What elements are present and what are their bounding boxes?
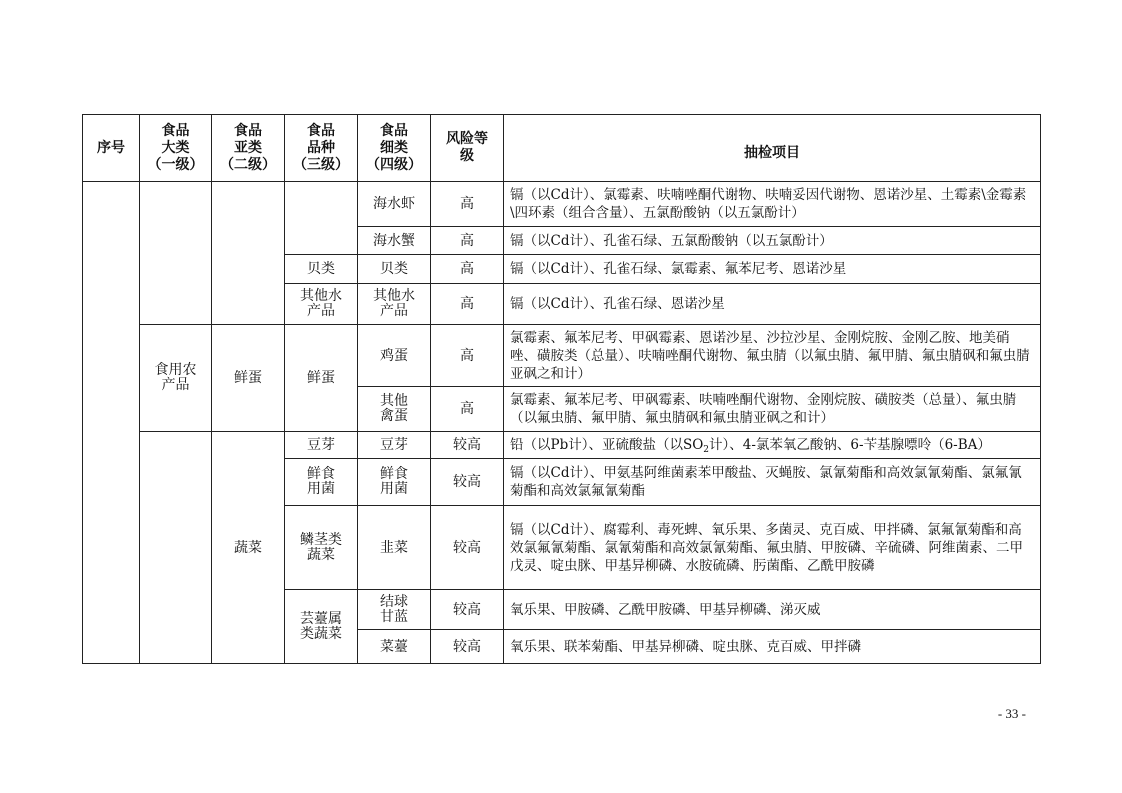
level3-cell	[285, 182, 358, 255]
level4-cell: 海水蟹	[358, 227, 431, 255]
items-cell: 镉（以Cd计）、氯霉素、呋喃唑酮代谢物、呋喃妥因代谢物、恩诺沙星、土霉素\金霉素\四环素（组合含量）、五氯酚酸钠（以五氯酚计）	[504, 182, 1041, 227]
items-cell: 镉（以Cd计）、腐霉利、毒死蜱、氧乐果、多菌灵、克百威、甲拌磷、氯氟氰菊酯和高效氯氟氰菊酯、氯氰菊酯和高效氯氰菊酯、氟虫腈、甲胺磷、辛硫磷、阿维菌素、二甲戊灵、啶虫脒、甲基异柳磷、水胺硫磷、肟菌酯、乙酰甲胺磷	[504, 506, 1041, 590]
risk-cell: 高	[431, 387, 504, 432]
level3-cell: 鳞茎类蔬菜	[285, 506, 358, 590]
header-level4: 食品 细类 （四级）	[358, 115, 431, 182]
level4-cell: 其他水产品	[358, 284, 431, 325]
level3-cell: 豆芽	[285, 432, 358, 459]
level3-cell: 芸薹属类蔬菜	[285, 590, 358, 664]
inspection-table	[82, 114, 1041, 664]
level3-cell: 鲜食用菌	[285, 459, 358, 506]
risk-cell: 高	[431, 284, 504, 325]
level1-cell-veg	[140, 432, 212, 664]
header-level1: 食品 大类 （一级）	[140, 115, 212, 182]
level4-cell: 菜薹	[358, 630, 431, 664]
level2-cell-aquatic	[212, 182, 285, 325]
table-row	[83, 325, 1041, 387]
level4-cell: 鸡蛋	[358, 325, 431, 387]
level1-cell-aquatic	[140, 182, 212, 325]
items-cell	[504, 432, 1041, 459]
items-cell: 镉（以Cd计）、甲氨基阿维菌素苯甲酸盐、灭蝇胺、氯氰菊酯和高效氯氰菊酯、氯氟氰菊酯和高效氯氟氰菊酯	[504, 459, 1041, 506]
seq-cell	[83, 182, 140, 664]
risk-cell: 高	[431, 325, 504, 387]
level2-cell-veg: 蔬菜	[212, 432, 285, 664]
header-row	[83, 115, 1041, 182]
level2-cell-eggs: 鲜蛋	[212, 325, 285, 432]
level3-cell: 其他水产品	[285, 284, 358, 325]
items-cell: 氧乐果、甲胺磷、乙酰甲胺磷、甲基异柳磷、涕灭威	[504, 590, 1041, 630]
items-text: 铅（以Pb计）、亚硫酸盐（以SO	[510, 437, 704, 453]
level4-cell: 韭菜	[358, 506, 431, 590]
level3-cell-eggs: 鲜蛋	[285, 325, 358, 432]
level4-cell: 豆芽	[358, 432, 431, 459]
risk-cell: 较高	[431, 590, 504, 630]
level4-cell: 结球甘蓝	[358, 590, 431, 630]
page-number: - 33 -	[997, 706, 1026, 721]
level1-cell-agri: 食用农产品	[140, 325, 212, 432]
items-cell: 氯霉素、氟苯尼考、甲砜霉素、恩诺沙星、沙拉沙星、金刚烷胺、金刚乙胺、地美硝唑、磺胺类（总量）、呋喃唑酮代谢物、氟虫腈（以氟虫腈、氟甲腈、氟虫腈砜和氟虫腈亚砜之和计）	[504, 325, 1041, 387]
risk-cell: 较高	[431, 432, 504, 459]
risk-cell: 较高	[431, 630, 504, 664]
risk-cell: 较高	[431, 459, 504, 506]
risk-cell: 高	[431, 182, 504, 227]
items-cell: 镉（以Cd计）、孔雀石绿、五氯酚酸钠（以五氯酚计）	[504, 227, 1041, 255]
table-row	[83, 182, 1041, 227]
items-text: 计）、4-氯苯氧乙酸钠、6-苄基腺嘌呤（6-BA）	[709, 437, 991, 453]
header-level2: 食品 亚类 （二级）	[212, 115, 285, 182]
items-subscript: 2	[703, 445, 710, 455]
level3-cell: 贝类	[285, 255, 358, 284]
items-cell: 镉（以Cd计）、孔雀石绿、氯霉素、氟苯尼考、恩诺沙星	[504, 255, 1041, 284]
items-cell: 氯霉素、氟苯尼考、甲砜霉素、呋喃唑酮代谢物、金刚烷胺、磺胺类（总量）、氟虫腈（以氟虫腈、氟甲腈、氟虫腈砜和氟虫腈亚砜之和计）	[504, 387, 1041, 432]
items-cell: 镉（以Cd计）、孔雀石绿、恩诺沙星	[504, 284, 1041, 325]
risk-cell: 较高	[431, 506, 504, 590]
level4-cell: 贝类	[358, 255, 431, 284]
header-risk: 风险等 级	[431, 115, 504, 182]
table-row	[83, 432, 1041, 459]
level4-cell: 鲜食用菌	[358, 459, 431, 506]
header-seq: 序号	[83, 115, 140, 182]
level4-cell: 海水虾	[358, 182, 431, 227]
header-items: 抽检项目	[504, 115, 1041, 182]
level4-cell: 其他禽蛋	[358, 387, 431, 432]
items-cell: 氧乐果、联苯菊酯、甲基异柳磷、啶虫脒、克百威、甲拌磷	[504, 630, 1041, 664]
risk-cell: 高	[431, 227, 504, 255]
risk-cell: 高	[431, 255, 504, 284]
header-level3: 食品 品种 （三级）	[285, 115, 358, 182]
